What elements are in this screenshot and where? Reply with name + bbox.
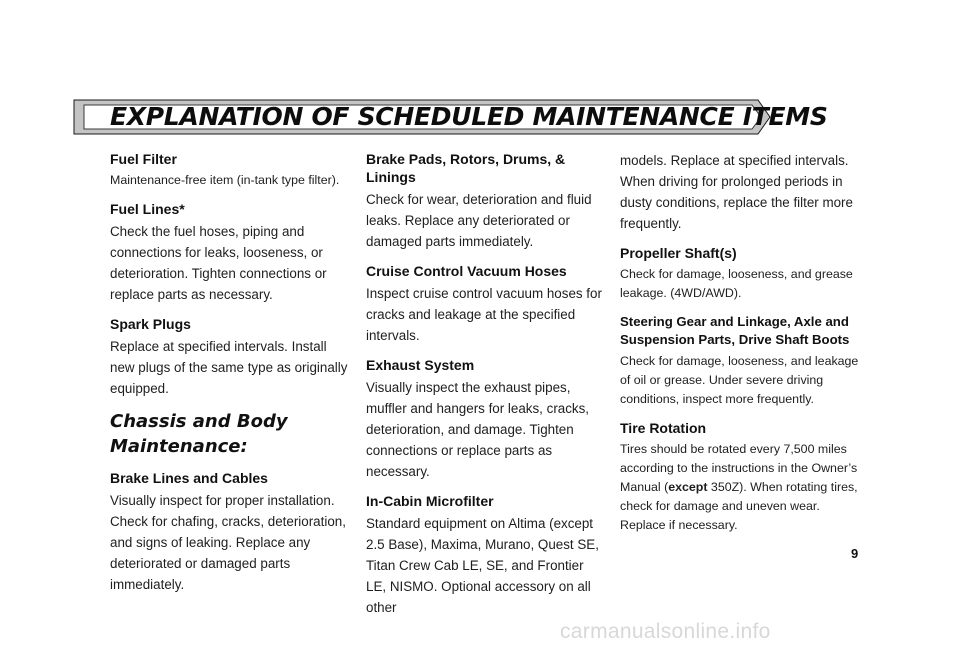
fuel-lines-heading: Fuel Lines* [110, 201, 185, 217]
tire-rotation-text-bold: except [668, 480, 708, 494]
cruise-hoses-text: Inspect cruise control vacuum hoses for cracks and leakage at the specified intervals. [366, 286, 602, 343]
column-2 [366, 150, 606, 628]
brake-pads-heading: Brake Pads, Rotors, Drums, & Linings [366, 151, 566, 185]
fuel-filter-text: Maintenance-free item (in-tank type filter). [110, 173, 340, 187]
tire-rotation-text-a: Tires should be rotated every 7,500 miles according to the instructions in the Owner’s Manual ( [620, 442, 858, 494]
propeller-heading: Propeller Shaft(s) [620, 245, 737, 261]
tire-rotation-text [620, 440, 865, 535]
page-title: EXPLANATION OF SCHEDULED MAINTENANCE ITEMS [110, 102, 828, 131]
column-1 [110, 150, 353, 605]
spark-plugs-heading: Spark Plugs [110, 316, 191, 332]
cruise-hoses-heading: Cruise Control Vacuum Hoses [366, 263, 567, 279]
chassis-section-heading: Chassis and Body Maintenance: [110, 411, 288, 457]
brake-lines-text: Visually inspect for proper installation. Check for chafing, cracks, deterioration, and signs of leaking. Replace any deteriorated or damaged parts immediately. [110, 493, 346, 592]
spark-plugs-text: Replace at specified intervals. Install new plugs of the same type as originally equipped. [110, 339, 348, 396]
steering-heading: Steering Gear and Linkage, Axle and Suspension Parts, Drive Shaft Boots [620, 314, 850, 347]
page-number: 9 [851, 546, 859, 561]
microfilter-heading: In-Cabin Microfilter [366, 493, 494, 509]
column-3 [620, 150, 865, 545]
title-banner [72, 98, 828, 136]
microfilter-text-continued: models. Replace at specified intervals. When driving for prolonged periods in dusty conditions, replace the filter more frequently. [620, 153, 853, 231]
exhaust-heading: Exhaust System [366, 357, 475, 373]
watermark: carmanualsonline.info [560, 620, 771, 643]
brake-lines-heading: Brake Lines and Cables [110, 470, 268, 486]
microfilter-text: Standard equipment on Altima (except 2.5 Base), Maxima, Murano, Quest SE, Titan Crew Cab LE, SE, and Frontier LE, NISMO. Optional accessory on all other [366, 516, 599, 615]
brake-pads-text: Check for wear, deterioration and fluid leaks. Replace any deteriorated or damaged parts immediately. [366, 192, 592, 249]
fuel-lines-text: Check the fuel hoses, piping and connections for leaks, looseness, or deterioration. Tighten connections or replace parts as necessary. [110, 224, 327, 302]
propeller-text: Check for damage, looseness, and grease leakage. (4WD/AWD). [620, 267, 853, 300]
tire-rotation-text-b: 350Z). When rotating tires, check for damage and uneven wear. Replace if necessary. [620, 480, 858, 532]
tire-rotation-heading: Tire Rotation [620, 420, 707, 436]
fuel-filter-heading: Fuel Filter [110, 151, 177, 167]
exhaust-text: Visually inspect the exhaust pipes, muffler and hangers for leaks, cracks, deterioration, and damage. Tighten connections or replace parts as necessary. [366, 380, 590, 479]
steering-text: Check for damage, looseness, and leakage of oil or grease. Under severe driving conditions, inspect more frequently. [620, 354, 859, 406]
